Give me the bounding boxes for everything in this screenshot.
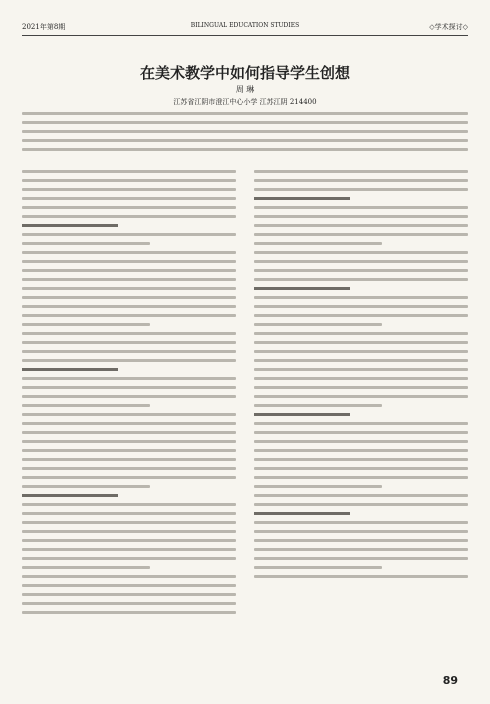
article-title: 在美术教学中如何指导学生创想 [139,64,350,82]
text-line [22,449,236,452]
text-line [254,512,350,515]
text-line [22,139,468,142]
issue-label: 2021年第8期 [22,23,66,31]
text-line [254,332,468,335]
text-line [22,476,236,479]
text-line [22,350,236,353]
text-line [254,530,468,533]
text-line [254,503,468,506]
abstract-text-lines [22,112,468,151]
text-line [22,251,236,254]
text-line [22,269,236,272]
text-line [22,359,236,362]
text-line [22,314,236,317]
text-line [254,494,468,497]
text-line [22,548,236,551]
text-line [254,314,468,317]
text-line [22,296,236,299]
text-line [254,458,468,461]
text-line [254,323,382,326]
text-line [22,503,236,506]
text-line [254,251,468,254]
text-line [22,188,236,191]
text-line [22,584,236,587]
text-line [22,539,236,542]
text-line [254,431,468,434]
text-line [22,179,236,182]
text-line [254,305,468,308]
text-line [254,242,382,245]
text-line [254,377,468,380]
journal-title [0,8,490,18]
text-line [22,323,150,326]
body-column-right [254,170,468,640]
text-line [22,215,236,218]
text-line [22,332,236,335]
text-line [254,566,382,569]
text-line [254,269,468,272]
text-line [254,539,468,542]
text-line [22,368,118,371]
author-affiliation: 江苏省江阴市澄江中心小学 江苏江阴 214400 [173,98,317,106]
text-line [254,206,468,209]
running-header [22,20,468,34]
text-line [254,341,468,344]
text-line [22,130,468,133]
text-line [254,404,382,407]
text-line [22,112,468,115]
text-line [254,548,468,551]
author-name: 周 琳 [235,85,255,94]
text-line [254,224,468,227]
right-column-text-lines [254,170,468,578]
text-line [22,197,236,200]
text-line [254,233,468,236]
text-line [254,215,468,218]
body-column-left [22,170,236,640]
text-line [22,121,468,124]
text-line [22,566,150,569]
text-line [22,485,150,488]
text-line [22,148,468,151]
text-line [22,593,236,596]
text-line [254,395,468,398]
text-line [254,287,350,290]
text-line [22,467,236,470]
text-line [22,422,236,425]
text-line [254,413,350,416]
text-line [254,170,468,173]
text-line [254,179,468,182]
text-line [254,422,468,425]
text-line [254,449,468,452]
text-line [254,350,468,353]
text-line [254,485,382,488]
text-line [254,359,468,362]
abstract-block [22,112,468,162]
text-line [254,278,468,281]
text-line [22,377,236,380]
text-line [22,431,236,434]
text-line [254,476,468,479]
text-line [22,611,236,614]
text-line [22,512,236,515]
left-column-text-lines [22,170,236,614]
text-line [22,602,236,605]
header-divider [22,35,468,36]
text-line [22,278,236,281]
text-line [22,224,118,227]
text-line [22,206,236,209]
text-line [254,368,468,371]
section-label: ◇学术探讨◇ [429,23,468,31]
text-line [22,521,236,524]
text-line [22,458,236,461]
text-line [254,575,468,578]
text-line [22,404,150,407]
journal-english-name: BILINGUAL EDUCATION STUDIES [190,22,300,29]
text-line [254,386,468,389]
text-line [254,188,468,191]
text-line [254,197,350,200]
text-line [22,242,150,245]
text-line [22,341,236,344]
text-line [22,287,236,290]
page-number: 89 [442,674,458,687]
text-line [22,413,236,416]
text-line [22,170,236,173]
text-line [22,440,236,443]
text-line [22,386,236,389]
text-line [22,557,236,560]
text-line [22,395,236,398]
text-line [22,305,236,308]
text-line [22,260,236,263]
text-line [254,521,468,524]
text-line [254,557,468,560]
text-line [22,233,236,236]
text-line [254,296,468,299]
text-line [22,575,236,578]
text-line [254,260,468,263]
text-line [254,467,468,470]
text-line [254,440,468,443]
text-line [22,494,118,497]
text-line [22,530,236,533]
